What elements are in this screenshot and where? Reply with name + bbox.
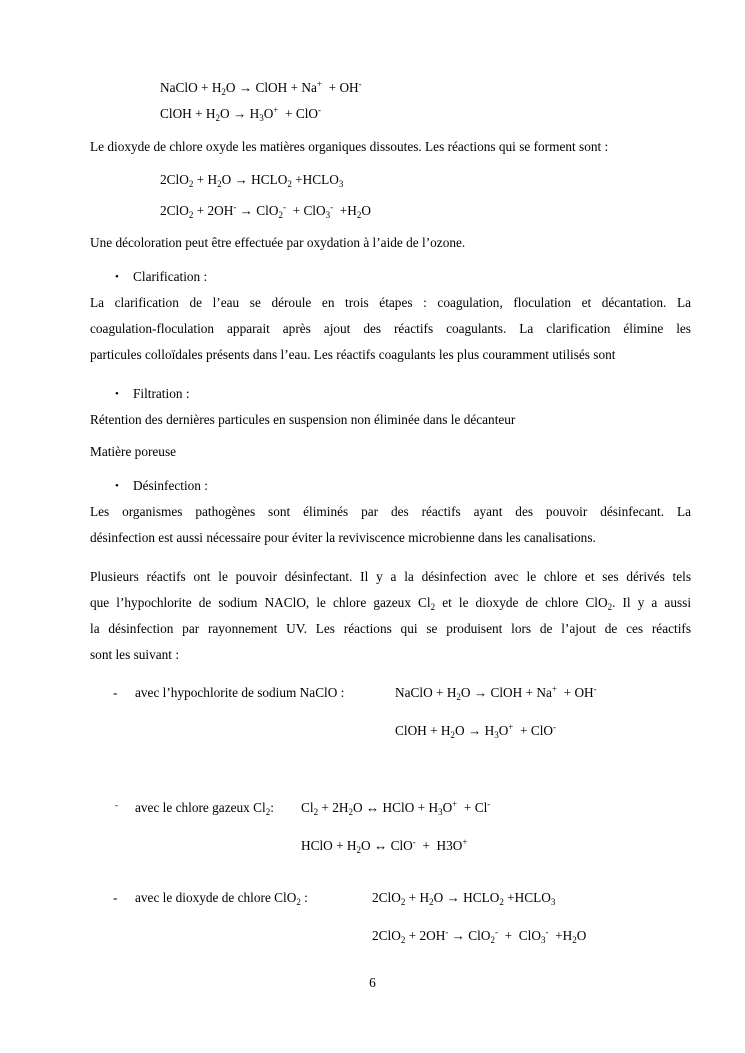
filtration-line-2: Matière poreuse [90,444,177,459]
item-chlore-label: avec le chlore gazeux $Cl_2$: [135,800,274,817]
equation-hypochlorite-1: NaClO + $H_2O$ → ClOH + Na+ + OH- [160,79,362,97]
bullet-icon: • [115,388,119,400]
item-hypochlorite-equation-1: NaClO + $H_2O$ → ClOH + Na+ + OH- [395,684,597,702]
clarification-line-3: particules colloïdales présents dans l’eau. Les réactifs coagulants les plus couramment utilisés sont [90,347,616,362]
bullet-icon: • [115,480,119,492]
item-dioxyde-equation-1: $2ClO_2 + H_2O$ → $HCLO_2$ $+HCLO_3$ [372,890,556,907]
clarification-line-1: La clarification de l’eau se déroule en trois étapes : coagulation, floculation et décantation. La [90,295,691,310]
reactifs-line-1: Plusieurs réactifs ont le pouvoir désinfectant. Il y a la désinfection avec le chlore et ses dérivés tels [90,569,691,584]
desinfection-line-1: Les organismes pathogènes sont éliminés par des réactifs ayant des pouvoir désinfecant. La [90,504,691,519]
item-hypochlorite-equation-2: ClOH + $H_2O \to H_3O^+ + ClO^-$ [395,722,557,740]
page-number: 6 [369,975,376,990]
heading-clarification: Clarification : [133,269,208,284]
heading-filtration: Filtration : [133,386,190,401]
reactifs-line-3: la désinfection par rayonnement UV. Les réactions qui se produisent lors de l’ajout de ces réactifs [90,621,691,636]
equation-clo2-1: $2ClO_2 + H_2O$ → $HCLO_2$ $+HCLO_3$ [160,172,344,189]
equation-clo2-2: $2ClO_2 + 2OH^- \to ClO_2^- + ClO_3^- +H_2O$ [160,202,371,220]
item-dioxyde-label: avec le dioxyde de chlore ClO$_2$ : [135,890,308,907]
dash-marker: - [113,685,118,700]
desinfection-line-2: désinfection est aussi nécessaire pour éviter la reviviscence microbienne dans les canalisations. [90,530,596,545]
reactifs-line-4: sont les suivant : [90,647,180,662]
item-chlore-equation-2: HClO + $H_2O$ ↔ ClO- + H3O+ [301,837,468,855]
item-hypochlorite-label: avec l’hypochlorite de sodium NaClO : [135,685,345,700]
dash-marker: - [115,800,118,810]
paragraph-decoloration: Une décoloration peut être effectuée par oxydation à l’aide de l’ozone. [90,235,466,250]
heading-desinfection: Désinfection : [133,478,208,493]
item-chlore-equation-1: $Cl_2 + 2H_2O$ ↔ HClO + $H_3O^+ + Cl^-$ [301,799,491,817]
filtration-line-1: Rétention des dernières particules en suspension non éliminée dans le décanteur [90,412,516,427]
bullet-icon: • [115,271,119,283]
equation-hypochlorite-2: ClOH + $H_2O \to H_3O^+ + ClO^-$ [160,105,322,123]
dash-marker: - [113,890,118,905]
reactifs-line-2: que l’hypochlorite de sodium NAClO, le chlore gazeux $Cl_2$ et le dioxyde de chlore ClO$_2$. Il y a aussi [90,595,692,612]
clarification-line-2: coagulation-floculation apparait après ajout des réactifs coagulants. La clarification élimine les [90,321,691,336]
paragraph-dioxyde: Le dioxyde de chlore oxyde les matières organiques dissoutes. Les réactions qui se forment sont : [90,139,609,154]
item-dioxyde-equation-2: $2ClO_2 + 2OH^- \to ClO_2^- + ClO_3^- +H_2O$ [372,927,587,945]
